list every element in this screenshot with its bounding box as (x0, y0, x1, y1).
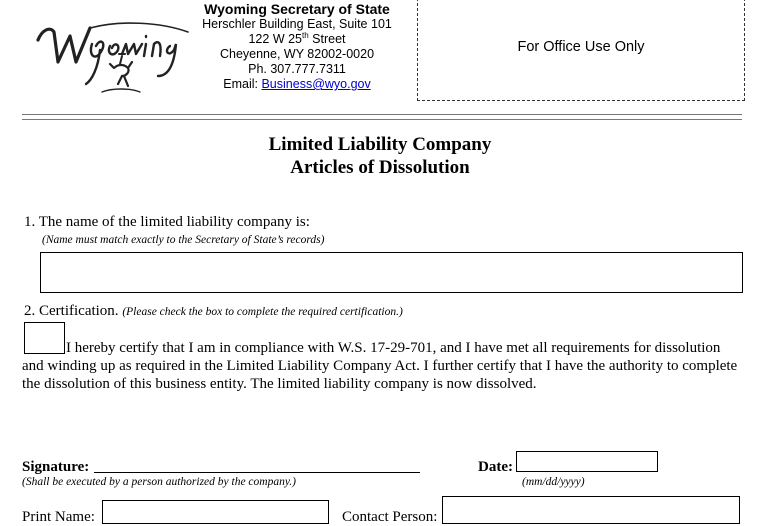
office-use-label: For Office Use Only (517, 39, 645, 55)
header-divider-top (22, 114, 742, 115)
signature-line[interactable] (94, 472, 420, 473)
section-2-label: 2. Certification. (24, 303, 119, 319)
date-input[interactable] (516, 451, 658, 472)
agency-name: Wyoming Secretary of State (204, 1, 390, 17)
email-link[interactable]: Business@wyo.gov (261, 77, 371, 91)
signature-note: (Shall be executed by a person authorized by the company.) (22, 476, 297, 488)
street-number: 122 W 25 (248, 32, 302, 46)
print-name-input[interactable] (102, 500, 329, 524)
date-label: Date: (478, 459, 513, 475)
form-title-line-2: Articles of Dissolution (290, 157, 470, 178)
signature-label: Signature: (22, 459, 90, 475)
company-name-input[interactable] (40, 252, 743, 293)
certification-paragraph (22, 339, 742, 393)
section-2-heading (24, 302, 403, 321)
address-line-1: Herschler Building East, Suite 101 (202, 17, 392, 31)
form-title-line-1: Limited Liability Company (268, 134, 492, 155)
section-2-note: (Please check the box to complete the required certification.) (122, 306, 403, 318)
contact-person-label: Contact Person: (342, 509, 438, 525)
certification-text: I hereby certify that I am in compliance with W.S. 17-29-701, and I have met all requirements for dissolution and winding up as required in the Limited Liability Company Act. I further certify that I have the authority to complete the dissolution of this business entity. The limited liability company is now dissolved. (22, 340, 738, 392)
date-format-hint: (mm/dd/yyyy) (522, 476, 585, 488)
agency-address-block (186, 1, 408, 92)
email-line (186, 77, 408, 92)
section-1-note: (Name must match exactly to the Secretary of State’s records) (42, 234, 325, 246)
header-divider-bottom (22, 119, 742, 120)
office-use-box (417, 0, 745, 101)
email-label: Email: (223, 77, 262, 91)
print-name-label: Print Name: (22, 509, 95, 525)
phone-line: Ph. 307.777.7311 (248, 62, 346, 76)
street-suffix: th (302, 30, 309, 40)
address-line-2 (186, 32, 408, 47)
city-line: Cheyenne, WY 82002-0020 (219, 47, 375, 61)
contact-person-input[interactable] (442, 496, 740, 524)
street-rest: Street (308, 32, 346, 46)
wyoming-logo (30, 10, 195, 100)
section-1-label: 1. The name of the limited liability company is: (24, 214, 310, 230)
